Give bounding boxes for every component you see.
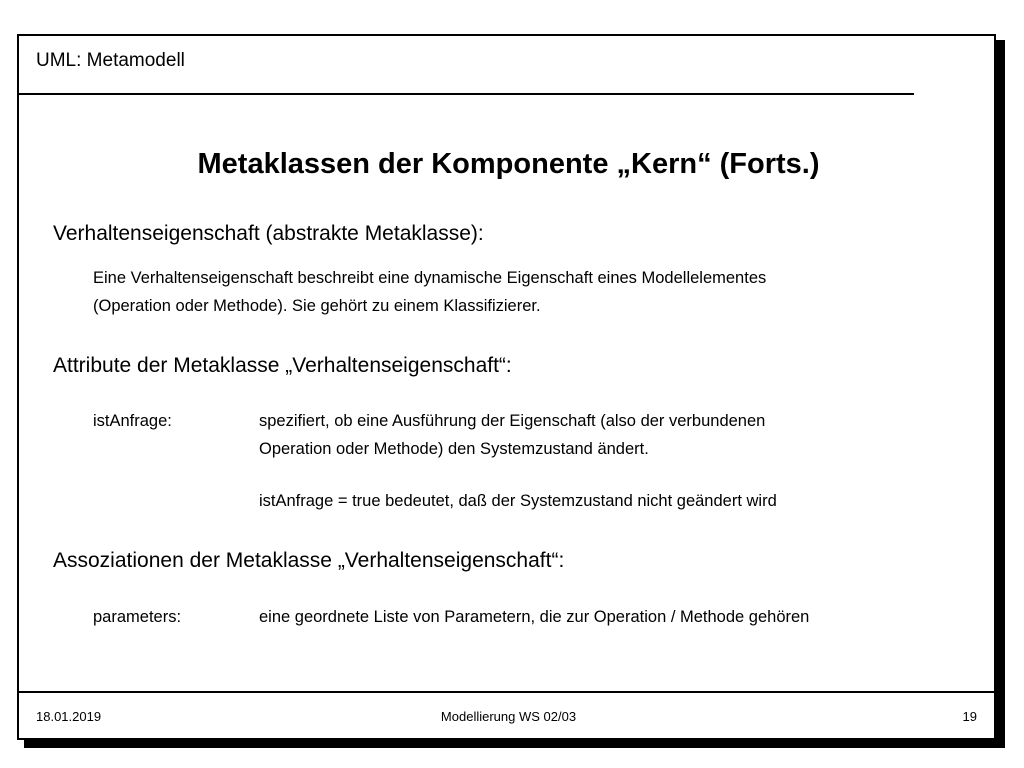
section-heading-attribute: Attribute der Metaklasse „Verhaltenseigenschaft“: — [53, 354, 512, 377]
attribute-def-line-1: spezifiert, ob eine Ausführung der Eigenschaft (also der verbundenen — [259, 412, 766, 430]
footer-date: 18.01.2019 — [36, 709, 102, 724]
footer-divider — [19, 691, 994, 693]
header-divider — [19, 93, 914, 95]
attribute-term: istAnfrage: — [93, 412, 172, 430]
footer-course: Modellierung WS 02/03 — [440, 709, 577, 724]
attribute-definition — [259, 407, 765, 463]
verhalten-line-2: (Operation oder Methode). Sie gehört zu einem Klassifizierer. — [93, 297, 541, 315]
section-heading-verhalten: Verhaltenseigenschaft (abstrakte Metaklasse): — [53, 222, 484, 245]
association-term: parameters: — [93, 608, 182, 626]
slide — [17, 34, 996, 740]
header-title: UML: Metamodell — [36, 50, 185, 71]
attribute-def-line-2: Operation oder Methode) den Systemzustand ändert. — [259, 440, 649, 458]
attribute-note: istAnfrage = true bedeutet, daß der Systemzustand nicht geändert wird — [259, 492, 777, 510]
slide-title: Metaklassen der Komponente „Kern“ (Forts.) — [197, 148, 820, 180]
verhalten-line-1: Eine Verhaltenseigenschaft beschreibt eine dynamische Eigenschaft eines Modellelementes — [93, 269, 767, 287]
section-heading-assoziationen: Assoziationen der Metaklasse „Verhaltenseigenschaft“: — [53, 549, 565, 572]
verhalten-description — [93, 264, 766, 320]
footer-page-number: 19 — [962, 709, 977, 724]
association-definition: eine geordnete Liste von Parametern, die zur Operation / Methode gehören — [259, 608, 810, 626]
